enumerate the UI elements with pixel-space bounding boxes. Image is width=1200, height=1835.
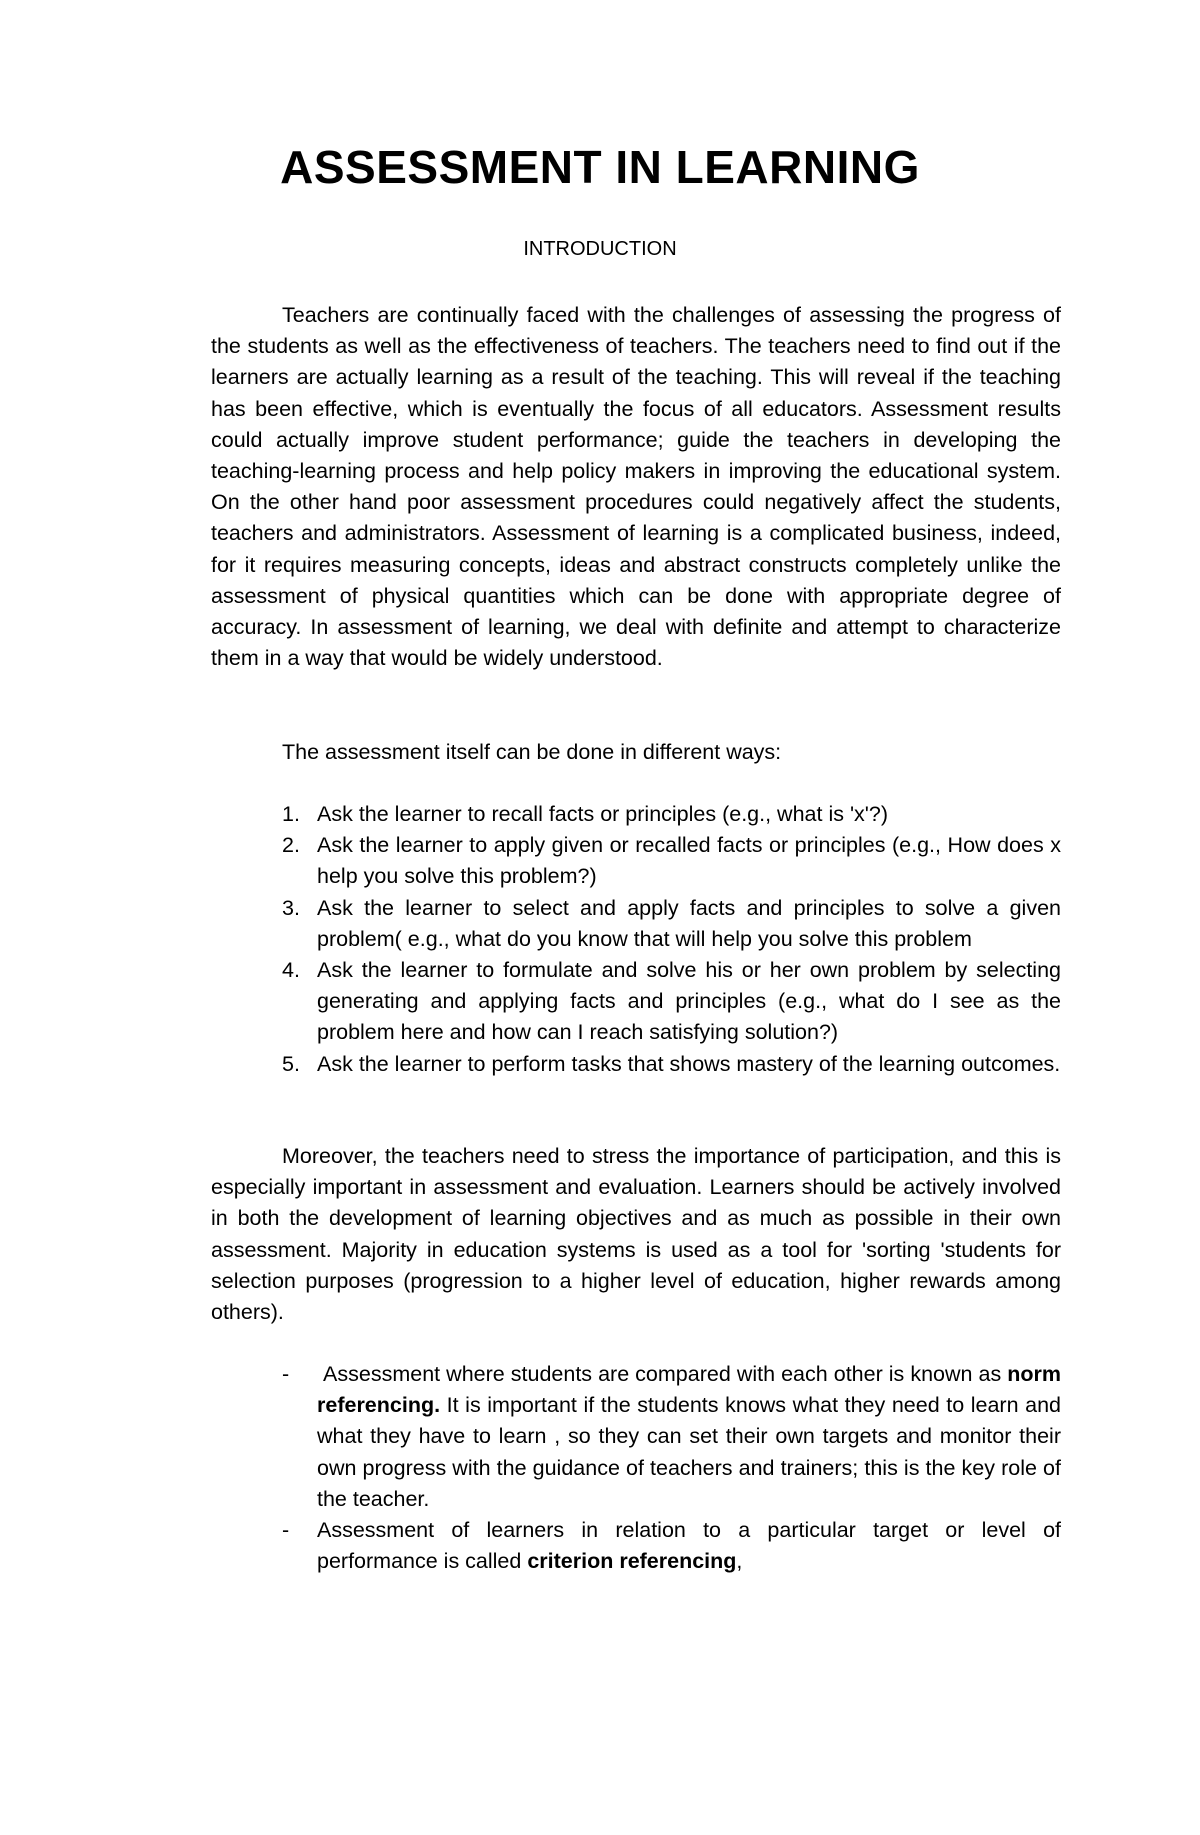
assessment-ways-list bbox=[211, 799, 1061, 1080]
list-item-text: Ask the learner to recall facts or principles (e.g., what is 'x'?) bbox=[317, 802, 889, 826]
list-item-number: 4. bbox=[282, 958, 300, 983]
criterion-referencing-item bbox=[211, 1515, 1067, 1577]
list-item-number: 5. bbox=[282, 1051, 300, 1076]
list-item-text: Ask the learner to select and apply facts and principles to solve a given problem( e.g., what do you know that will help you solve this problem bbox=[317, 895, 1061, 951]
ways-lead-text: The assessment itself can be done in different ways: bbox=[282, 740, 782, 764]
list-item-number: 1. bbox=[282, 802, 300, 826]
intro-paragraph: Teachers are continually faced with the challenges of assessing the progress of the students as well as the effectiveness of teachers. The teachers need to find out if the learners are actually learning as a result of the teaching. This will reveal if the teaching has been effective, which is eventually the focus of all educators. Assessment results could actually improve student performance; guide the teachers in developing the teaching-learning process and help policy makers in improving the educational system. On the other hand poor assessment procedures could negatively affect the students, teachers and administrators. Assessment of learning is a complicated business, indeed, for it requires measuring concepts, ideas and abstract constructs completely unlike the assessment of physical quantities which can be done with appropriate degree of accuracy. In assessment of learning, we deal with definite and attempt to characterize them in a way that would be widely understood. bbox=[211, 303, 1061, 671]
section-heading: INTRODUCTION bbox=[523, 238, 677, 260]
list-item bbox=[211, 830, 1061, 892]
list-item-number: 2. bbox=[282, 833, 300, 858]
criterion-referencing-term: criterion referencing bbox=[527, 1549, 737, 1574]
norm-referencing-text-before: Assessment where students are compared with each other is known as bbox=[317, 1362, 1008, 1386]
criterion-referencing-text-after: , bbox=[736, 1549, 743, 1574]
list-item bbox=[211, 1049, 1061, 1080]
norm-referencing-item bbox=[211, 1359, 1061, 1515]
referencing-list bbox=[211, 1359, 1067, 1577]
list-item bbox=[211, 893, 1061, 955]
list-item-text: Ask the learner to apply given or recalled facts or principles (e.g., How does x help you solve this problem?) bbox=[317, 833, 1061, 889]
dash-bullet: - bbox=[282, 1362, 290, 1386]
norm-referencing-text-after: It is important if the students knows what they need to learn and what they have to learn , so they can set their own targets and monitor their own progress with the guidance of teachers and trainers; this is the key role of the teacher. bbox=[317, 1393, 1061, 1511]
criterion-referencing-text-before: Assessment of learners in relation to a particular target or level of performance is called bbox=[317, 1518, 1067, 1574]
norm-referencing-term: norm referencing. bbox=[317, 1362, 1062, 1418]
document-title: ASSESSMENT IN LEARNING bbox=[280, 141, 920, 193]
moreover-paragraph: Moreover, the teachers need to stress the importance of participation, and this is especially important in assessment and evaluation. Learners should be actively involved in both the development of learning objectives and as much as possible in their own assessment. Majority in education systems is used as a tool for 'sorting 'students for selection purposes (progression to a higher level of education, higher rewards among others). bbox=[211, 1144, 1061, 1325]
list-item-text: Ask the learner to formulate and solve his or her own problem by selecting generating and applying facts and principles (e.g., what do I see as the problem here and how can I reach satisfying solution?) bbox=[317, 958, 1061, 1045]
list-item bbox=[211, 799, 1061, 830]
list-item-number: 3. bbox=[282, 895, 300, 920]
list-item bbox=[211, 955, 1061, 1049]
list-item-text: Ask the learner to perform tasks that shows mastery of the learning outcomes. bbox=[317, 1051, 1061, 1076]
dash-bullet: - bbox=[282, 1518, 290, 1543]
